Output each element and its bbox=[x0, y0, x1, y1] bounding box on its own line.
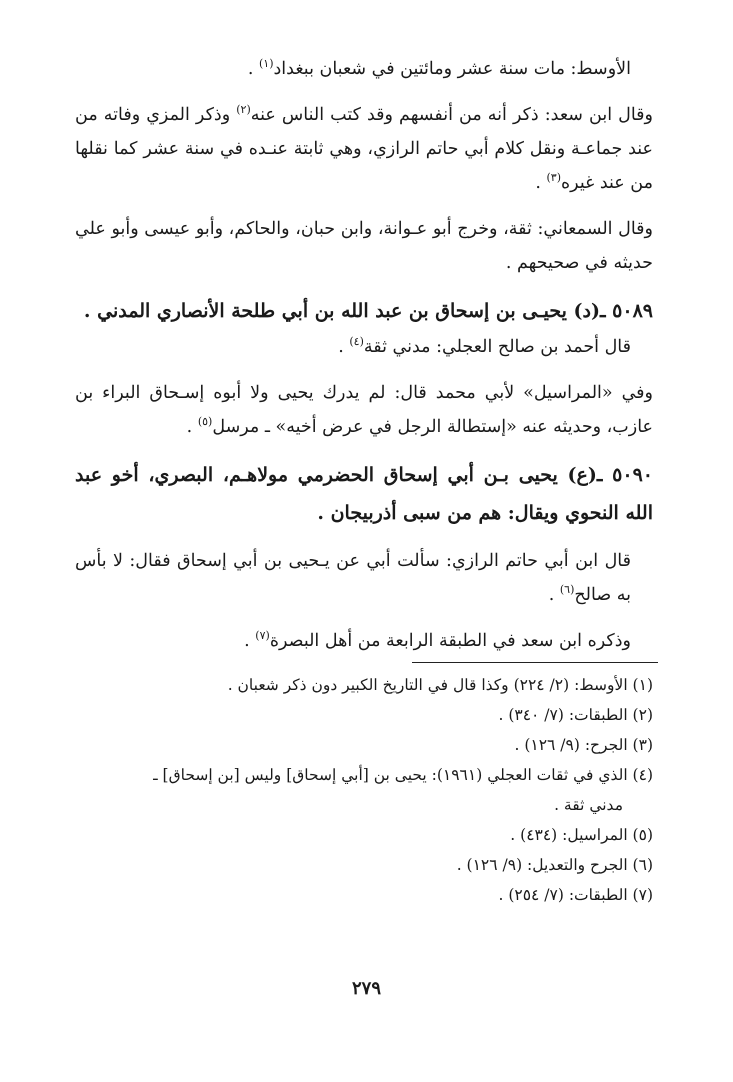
entry-heading-5090: ٥٠٩٠ ـ(ع) يحيى بـن أبي إسحاق الحضرمي مولاهـم، البصري، أخو عبد الله النحوي ويقال: هم من سبى أذربيجان . bbox=[75, 464, 653, 524]
entry-heading-5089: ٥٠٨٩ ـ(د) يحيـى بن إسحاق بن عبد الله بن أبي طلحة الأنصاري المدني . bbox=[83, 300, 653, 322]
paragraph-ibn-saad bbox=[75, 98, 653, 200]
paragraph-tail: . bbox=[186, 417, 198, 437]
footnote-ref-4[interactable]: (٤) bbox=[349, 335, 364, 349]
footnote-7: (٧) الطبقات: (٧/ ٢٥٤) . bbox=[498, 886, 653, 904]
paragraph-tabaqat bbox=[75, 624, 653, 658]
paragraph-samani: وقال السمعاني: ثقة، وخرج أبو عـوانة، وابن حبان، والحاكم، وأبو عيسى وأبو علي حديثه في صحيحهم . bbox=[75, 219, 653, 273]
footnote-ref-7[interactable]: (٧) bbox=[255, 629, 270, 643]
paragraph-marasil bbox=[75, 376, 653, 444]
footnote-ref-2[interactable]: (٢) bbox=[236, 103, 251, 117]
paragraph-awsat bbox=[75, 52, 653, 86]
paragraph-text: وذكره ابن سعد في الطبقة الرابعة من أهل البصرة bbox=[269, 631, 631, 651]
paragraph-ijli bbox=[75, 330, 653, 364]
paragraph-text: وقال ابن سعد: ذكر أنه من أنفسهم وقد كتب الناس عنه bbox=[250, 105, 653, 125]
page-number: ٢٧٩ bbox=[351, 978, 381, 999]
footnote-separator bbox=[412, 662, 658, 663]
footnote-ref-5[interactable]: (٥) bbox=[197, 415, 213, 429]
footnote-ref-1[interactable]: (١) bbox=[258, 57, 274, 71]
footnotes bbox=[75, 670, 653, 910]
footnote-1: (١) الأوسط: (٢/ ٢٢٤) وكذا قال في التاريخ الكبير دون ذكر شعبان . bbox=[227, 676, 653, 694]
paragraph-text: وذكر المزي وفاته من عند جماعـة ونقل كلام أبي حاتم الرازي، وهي ثابتة عنـده في سنة عشر كما نقلها من عند غيره bbox=[75, 105, 653, 193]
paragraph-tail: . bbox=[548, 585, 560, 605]
footnote-6: (٦) الجرح والتعديل: (٩/ ١٢٦) . bbox=[456, 856, 653, 874]
footnote-ref-6[interactable]: (٦) bbox=[559, 583, 575, 597]
paragraph-tail: . bbox=[247, 59, 259, 79]
paragraph-text: قال ابن أبي حاتم الرازي: سألت أبي عن يـحيى بن أبي إسحاق فقال: لا بأس به صالح bbox=[75, 551, 631, 605]
footnote-5: (٥) المراسيل: (٤٣٤) . bbox=[510, 826, 653, 844]
paragraph-text: الأوسط: مات سنة عشر ومائتين في شعبان ببغداد bbox=[273, 59, 631, 79]
main-text bbox=[75, 52, 653, 658]
footnote-4-continued: مدني ثقة . bbox=[554, 796, 623, 814]
footnote-3: (٣) الجرح: (٩/ ١٢٦) . bbox=[514, 736, 653, 754]
footnote-4: (٤) الذي في ثقات العجلي (١٩٦١): يحيى بن [أبي إسحاق] وليس [بن إسحاق] ـ bbox=[153, 766, 653, 784]
footnote-2: (٢) الطبقات: (٧/ ٣٤٠) . bbox=[498, 706, 653, 724]
footnote-ref-3[interactable]: (٣) bbox=[546, 171, 561, 185]
paragraph-tail: . bbox=[244, 631, 256, 651]
paragraph-ibn-abi-hatim bbox=[75, 544, 653, 612]
paragraph-tail: . bbox=[338, 337, 350, 357]
paragraph-text: وفي «المراسيل» لأبي محمد قال: لم يدرك يحيى ولا أبوه إسـحاق البراء بن عازب، وحديثه عنه «إستطالة الرجل في عرض أخيه» ـ مرسل bbox=[75, 383, 653, 437]
paragraph-text: قال أحمد بن صالح العجلي: مدني ثقة bbox=[363, 337, 631, 357]
paragraph-tail: . bbox=[535, 173, 547, 193]
